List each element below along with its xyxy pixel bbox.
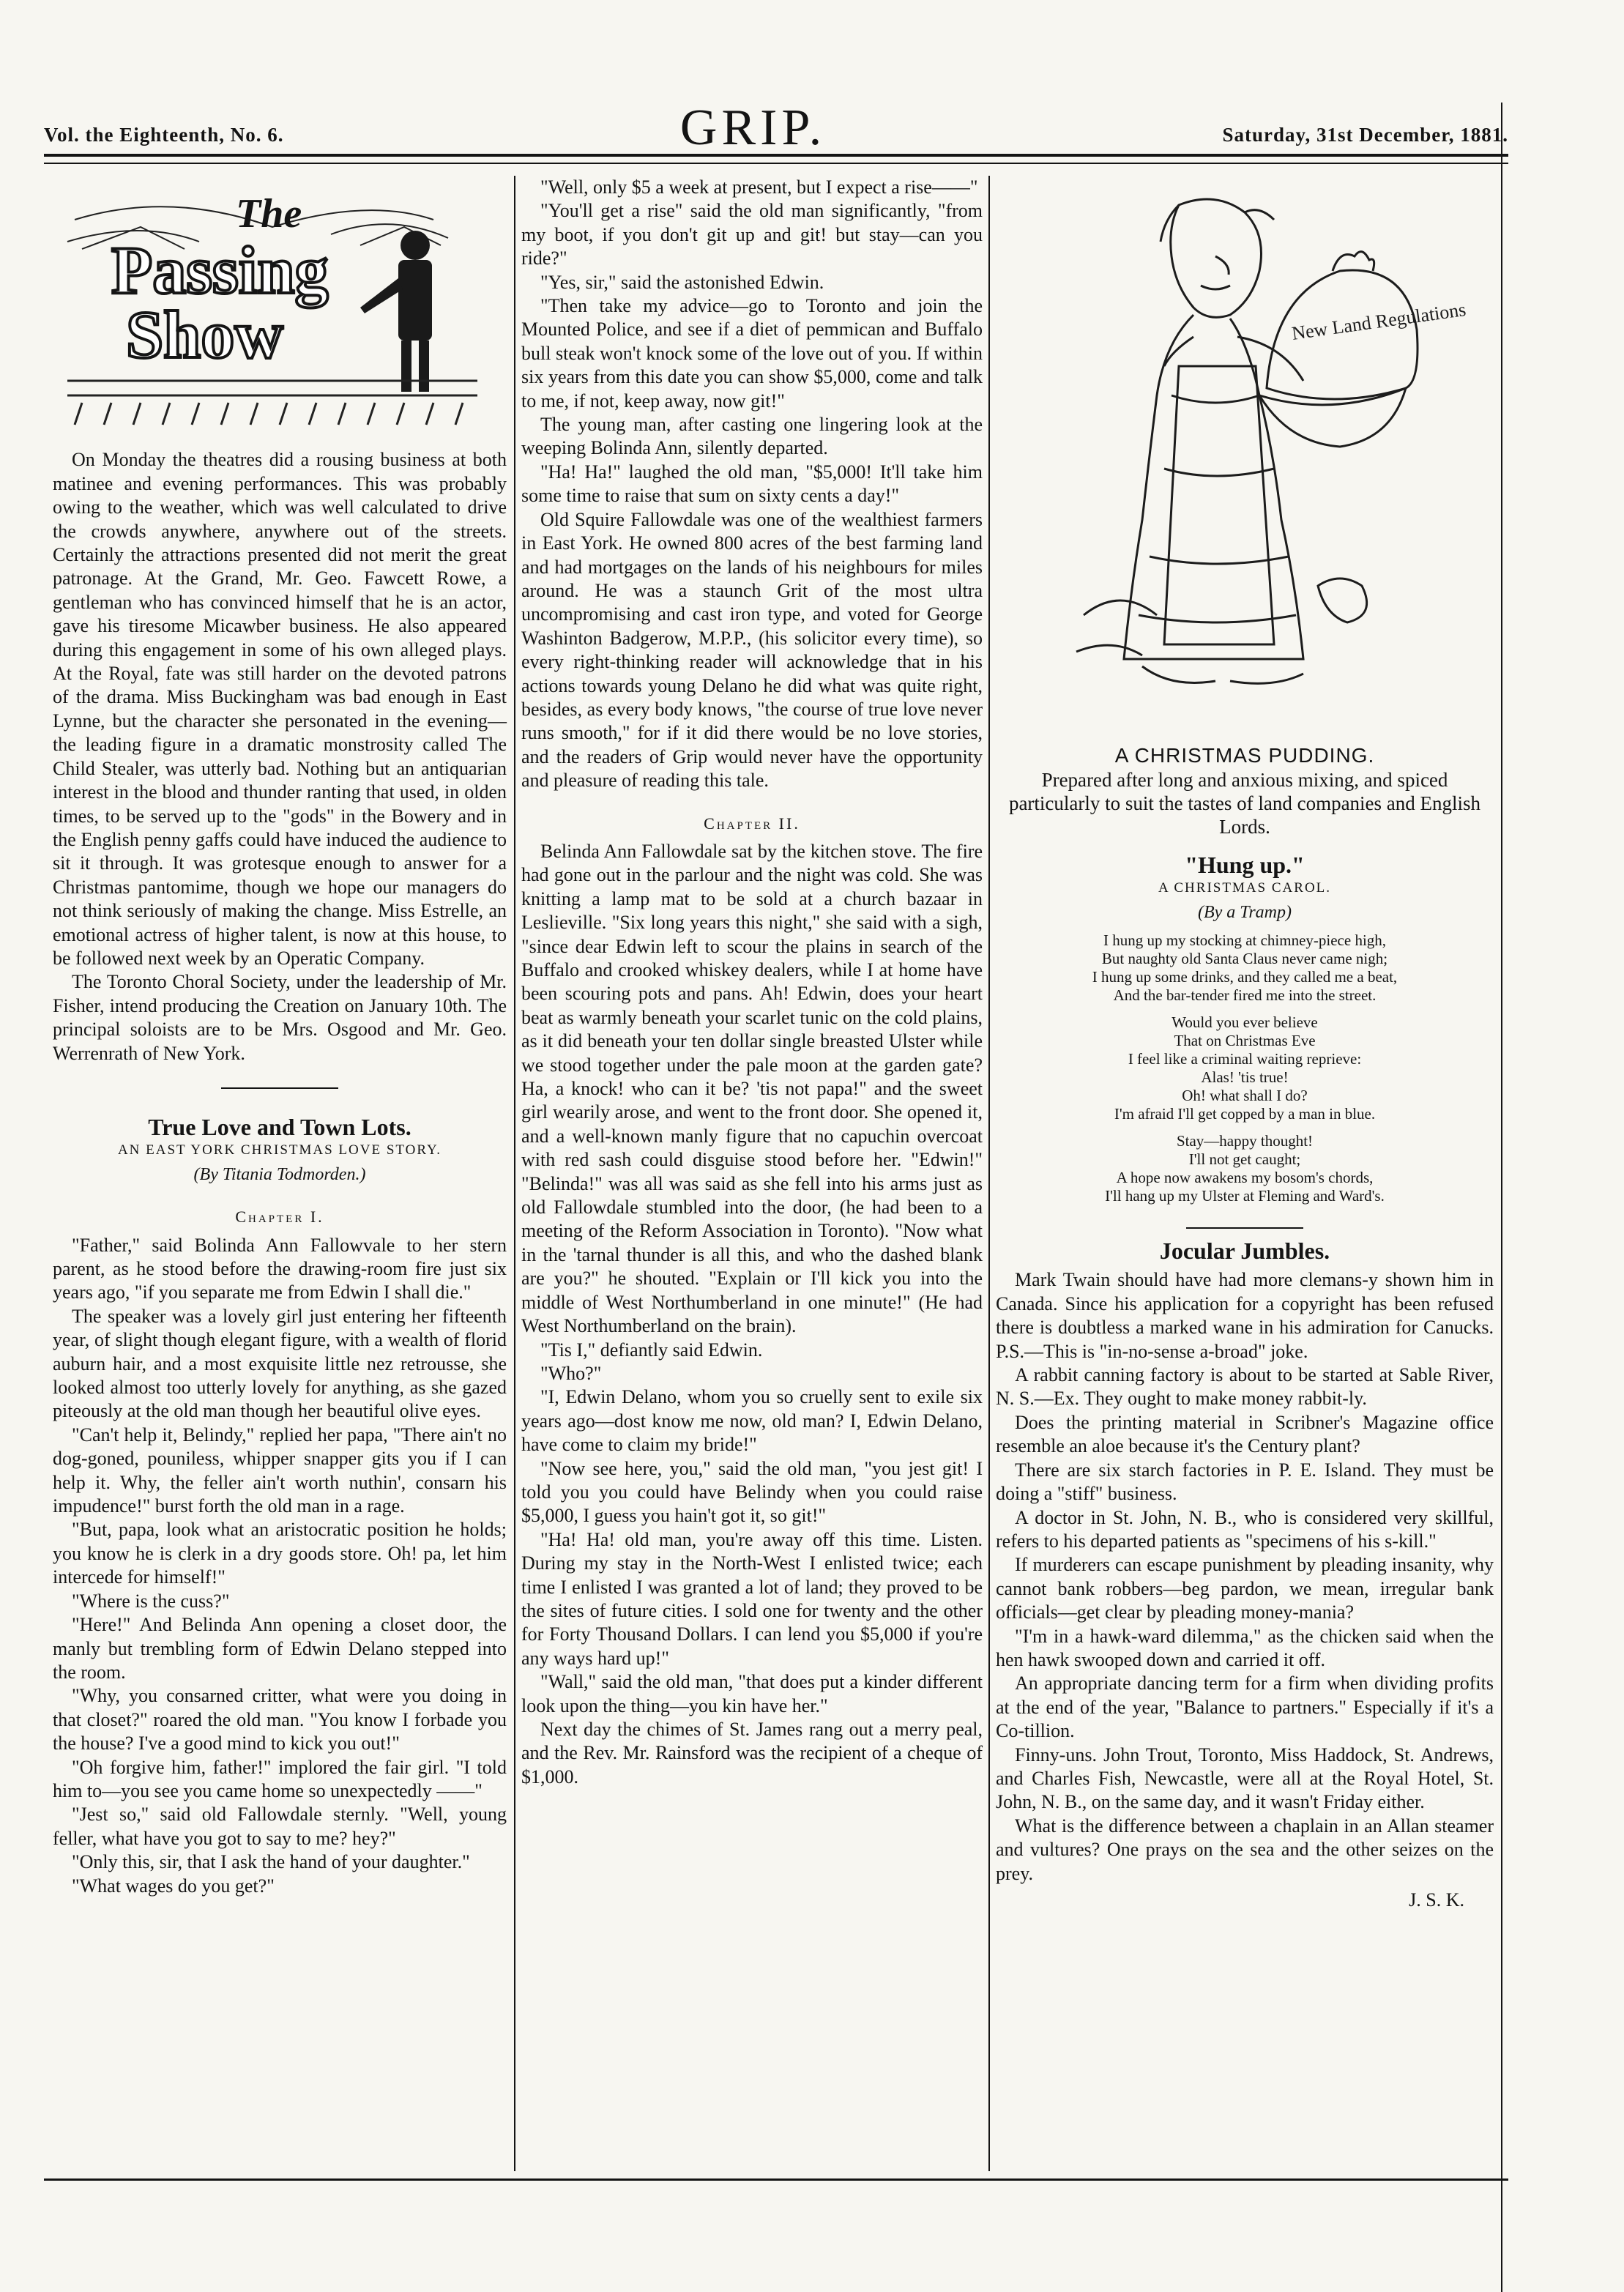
story-paragraph: "Why, you consarned critter, what were you doing in that closet?" roared the old man. "You know I forbade you the house? I've a good mind to kick you out!"	[53, 1685, 507, 1755]
story-paragraph: "Where is the cuss?"	[72, 1590, 230, 1612]
story-paragraph: "Oh forgive him, father!" implored the fair girl. "I told him to—you see you came home so unexpectedly ——"	[53, 1756, 507, 1801]
passing-show-paragraph: The Toronto Choral Society, under the leadership of Mr. Fisher, intend producing the Creation on January 10th. The principal soloists are to be Mrs. Osgood and Mr. Geo. Werrenrath of New York.	[53, 971, 507, 1064]
story-paragraph: "Yes, sir," said the astonished Edwin.	[540, 271, 824, 293]
showman-figure-icon	[360, 231, 432, 392]
page-border	[1501, 103, 1502, 2292]
story-paragraph: "Wall," said the old man, "that does put a kinder different look upon the thing—you kin have her."	[521, 1671, 983, 1716]
jumble-item: Does the printing material in Scribner's Magazine office resemble an aloe because it's the Century plant?	[996, 1411, 1494, 1457]
passing-show-paragraph: On Monday the theatres did a rousing business at both matinee and evening performances. This was probably owing to the weather, which was well calculated to drive the crowds anywhere, anywhere out of the streets. Certainly the attractions presented did not merit the great patronage. At the Grand, Mr. Geo. Fawcett Rowe, a gentleman who has convinced himself that he is an actor, gave his tiresome Micawber business. He also appeared during this engagement in some of his own alleged plays. At the Royal, fate was still harder on the devoted patrons of the drama. Miss Buckingham was bad enough in East Lynne, but the character she personated in the evening—the leading figure in a dramatic monstrosity called The Child Stealer, was utterly bad. Nothing but an antiquarian interest in the blood and thunder ranting that used, in olden times, to be served up to the "gods" in the Bowery and in the English penny gaffs could have induced the audience to sit it through. It was grotesque enough to answer for a Christmas pantomime, though we hope our managers do not think seriously of making the change. Miss Estrelle, an emotional actress of higher talent, is now at this house, to be followed next week by an Operatic Company.	[53, 449, 507, 969]
story-paragraph: "Father," said Bolinda Ann Fallowvale to her stern parent, as he stood before the drawing-room fire just six years ago, "if you separate me from Edwin I shall die."	[53, 1234, 507, 1303]
story-byline: (By Titania Todmorden.)	[193, 1164, 366, 1184]
section-separator	[1186, 1227, 1303, 1229]
story-paragraph: The speaker was a lovely girl just entering her fifteenth year, of slight though elegant figure, with a wealth of florid auburn hair, and a most exquisite little nez retrousse, she looked almost too utterly lovely for anything, as she gazed piteously at the old man though her beautiful olive eyes.	[53, 1305, 507, 1422]
poem-line: But naughty old Santa Claus never came nigh;	[1101, 950, 1388, 968]
column-divider	[514, 176, 515, 2171]
poem-line: Stay—happy thought!	[1176, 1132, 1314, 1150]
jumble-item: "I'm in a hawk-ward dilemma," as the chicken said when the hen hawk swooped down and carried it off.	[996, 1625, 1494, 1670]
masthead	[44, 100, 1508, 157]
poem-stanza	[996, 1132, 1494, 1205]
story-paragraph: "Can't help it, Belindy," replied her papa, "There ain't no dog-goned, pouniless, whipper snapper gits you if I can help it. Why, the feller ain't worth nuthin', consarn his impudence!" burst forth the old man in a rage.	[53, 1424, 507, 1517]
poem-stanza	[996, 1013, 1494, 1123]
chapter-heading: Chapter II.	[704, 814, 800, 833]
story-paragraph: "But, papa, look what an aristocratic position he holds; you know he is clerk in a dry goods store. Oh! pa, let him intercede for himself!"	[53, 1519, 507, 1588]
story-paragraph: "You'll get a rise" said the old man significantly, "from my boot, if you don't git up and git! but stay—can you ride?"	[521, 200, 983, 269]
column-1	[53, 176, 507, 2171]
jumble-item: Finny-uns. John Trout, Toronto, Miss Haddock, St. Andrews, and Charles Fish, Newcastle, were all at the Royal Hotel, St. John, N. B., on the same day, and it wasn't Friday either.	[996, 1744, 1494, 1813]
story-paragraph: The young man, after casting one lingering look at the weeping Bolinda Ann, silently departed.	[521, 414, 983, 459]
jumble-item: Mark Twain should have had more clemans-y shown him in Canada. Since his application for a copyright has been refused there is doubtless a marked wane in his admiration for Canucks. P.S.—This is "in-no-sense a-broad" joke.	[996, 1269, 1494, 1362]
story-paragraph: "Now see here, you," said the old man, "you jest git! I told you you could have Belindy when you could raise $5,000, I guess you hain't got it, so git!"	[521, 1457, 983, 1527]
newspaper-title: GRIP.	[679, 100, 827, 156]
masthead-rule	[44, 163, 1508, 164]
poem-line: That on Christmas Eve	[1174, 1032, 1316, 1050]
poem-line: I'll not get caught;	[1188, 1150, 1301, 1169]
story-paragraph: "Then take my advice—go to Toronto and join the Mounted Police, and see if a diet of pemmican and Buffalo bull steak won't knock some of the love out of you. If within six years from this date you can show $5,000, come and talk to me, if not, keep away, now git!"	[521, 295, 983, 412]
story-subtitle: AN EAST YORK CHRISTMAS LOVE STORY.	[117, 1142, 442, 1158]
story-paragraph: "Who?"	[540, 1362, 602, 1384]
column-3	[996, 176, 1494, 2171]
story-paragraph: "Ha! Ha!" laughed the old man, "$5,000! It'll take him some time to raise that sum on sixty cents a day!"	[521, 461, 983, 507]
story-paragraph: "I, Edwin Delano, whom you so cruelly sent to exile six years ago—dost know me now, old man? I, Edwin Delano, have come to claim my bride!"	[521, 1386, 983, 1456]
logo-word-passing: Passing	[111, 233, 329, 308]
story-paragraph: "Ha! Ha! old man, you're away off this time. Listen. During my stay in the North-West I enlisted twice; each time I enlisted I was granted a lot of land; they proved to be the sites of future cities. I sold one for twenty and the other for Forty Thousand Dollars. I can lend you $5,000 if you're any ways hard up!"	[521, 1528, 983, 1669]
chapter-heading: Chapter I.	[235, 1208, 324, 1227]
story-paragraph: "Tis I," defiantly said Edwin.	[540, 1339, 763, 1361]
section-separator	[221, 1087, 338, 1089]
story-paragraph: "Only this, sir, that I ask the hand of your daughter."	[72, 1851, 470, 1873]
jumbles-signature: J. S. K.	[1409, 1889, 1464, 1910]
story-paragraph: Old Squire Fallowdale was one of the wealthiest farmers in East York. He owned 800 acres of the best farming land and had mortgages on the lands of his neighbours for miles around. He was a staunch Grit of the most ultra uncompromising and cast iron type, and voted for George Washinton Badgerow, M.P.P., (his solicitor every time), so every right-thinking reader will acknowledge that in his actions towards young Delano he did what was quite right, besides, as every body knows, "the course of true love never runs smooth," for if it did there would be no love stories, and the readers of Grip would never have the opportunity and pleasure of reading this tale.	[521, 508, 983, 792]
issue-date: Saturday, 31st December, 1881.	[1222, 124, 1508, 146]
poem-line: Alas! 'tis true!	[1201, 1068, 1289, 1087]
poem-line: I hung up some drinks, and they called me a beat,	[1092, 968, 1398, 986]
jumble-item: An appropriate dancing term for a firm when dividing profits at the end of the year, "Balance to partners." Especially if it's a Co-tillion.	[996, 1673, 1494, 1742]
jumble-item: If murderers can escape punishment by pleading insanity, why cannot bank robbers—beg pardon, we mean, irregular bank officials—get clear by pleading money-mania?	[996, 1554, 1494, 1623]
poem-byline: (By a Tramp)	[1198, 902, 1292, 922]
passing-show-logo	[53, 176, 492, 432]
column-2	[521, 176, 983, 2171]
poem-line: I feel like a criminal waiting reprieve:	[1128, 1050, 1362, 1068]
cartoon-description: Prepared after long and anxious mixing, and spiced particularly to suit the tastes of land companies and English Lords.	[1008, 768, 1481, 838]
jumble-item: A rabbit canning factory is about to be started at Sable River, N. S.—Ex. They ought to make money rabbit-ly.	[996, 1364, 1494, 1410]
logo-word-the: The	[236, 191, 302, 237]
jumbles-title: Jocular Jumbles.	[1159, 1238, 1330, 1265]
poem-line: I hung up my stocking at chimney-piece high,	[1103, 931, 1387, 950]
page-bottom-rule	[44, 2178, 1508, 2181]
poem-title: "Hung up."	[1185, 851, 1305, 878]
poem-stanza	[996, 931, 1494, 1005]
story-paragraph: "What wages do you get?"	[72, 1875, 275, 1897]
story-paragraph: Next day the chimes of St. James rang out a merry peal, and the Rev. Mr. Rainsford was the recipient of a cheque of $1,000.	[521, 1719, 983, 1787]
volume-number: Vol. the Eighteenth, No. 6.	[44, 124, 284, 146]
poem-line: A hope now awakens my bosom's chords,	[1116, 1169, 1374, 1187]
story-paragraph: Belinda Ann Fallowdale sat by the kitchen stove. The fire had gone out in the parlour and the night was cold. She was knitting a lamp mat to be sold at a church bazaar in Leslieville. "Six long years this night," she said with a sigh, "since dear Edwin left to scour the plains in search of the Buffalo and crooked whiskey dealers, while I at home have been scouring pots and pans. Ah! Edwin, does your heart beat as warmly beneath your scarlet tunic on the cold plains, as it did beneath your ten dollar single breasted Ulster while we stood together under the pale moon at the garden gate? Ha, a knock! who can it be? 'tis not papa!" and the sweet girl wearily arose, and went to the front door. She opened it, and a well-known manly figure that no capuchin overcoat with red sash could disguise stood before her. "Edwin!" "Belinda!" was all was said as she fell into his arms just as old Fallowdale stumbled into the door, (he had been to a meeting of the Reform Association in Toronto). "Now what in the 'tarnal thunder is all this, and who the dashed blank are you?" he shouted. "Explain or I'll kick you into the middle of West Northumberland in one minute!" (He had West Northumberland on the brain).	[521, 840, 983, 1337]
cartoon-caption: A CHRISTMAS PUDDING.	[1114, 744, 1375, 767]
christmas-pudding-cartoon	[996, 176, 1467, 732]
jumble-item: There are six starch factories in P. E. Island. They must be doing a "stiff" business.	[996, 1459, 1494, 1505]
story-title: True Love and Town Lots.	[148, 1113, 411, 1140]
story-paragraph: "Jest so," said old Fallowdale sternly. "Well, young feller, what have you got to say to me? hey?"	[53, 1804, 507, 1849]
poem-line: And the bar-tender fired me into the street.	[1113, 986, 1377, 1005]
pudding-label: New Land Regulations	[1290, 298, 1467, 344]
jumble-item: A doctor in St. John, N. B., who is considered very skillful, refers to his departed patients as "specimens of his s-kill."	[996, 1506, 1494, 1552]
poem-line: Would you ever believe	[1172, 1013, 1318, 1032]
poem-line: I'm afraid I'll get copped by a man in blue.	[1114, 1105, 1376, 1123]
story-paragraph: "Here!" And Belinda Ann opening a closet door, the manly but trembling form of Edwin Delano stepped into the room.	[53, 1614, 507, 1683]
poem-line: Oh! what shall I do?	[1182, 1087, 1308, 1105]
jumble-item: What is the difference between a chaplain in an Allan steamer and vultures? One prays on the sea and the other seizes on the prey.	[996, 1815, 1494, 1884]
poem-line: I'll hang up my Ulster at Fleming and Ward's.	[1105, 1187, 1385, 1205]
column-divider	[988, 176, 990, 2171]
poem-subtitle: A CHRISTMAS CAROL.	[1158, 880, 1332, 896]
story-paragraph: "Well, only $5 a week at present, but I expect a rise——"	[540, 176, 978, 198]
logo-word-show: Show	[126, 297, 283, 372]
poem-body	[996, 931, 1494, 1205]
